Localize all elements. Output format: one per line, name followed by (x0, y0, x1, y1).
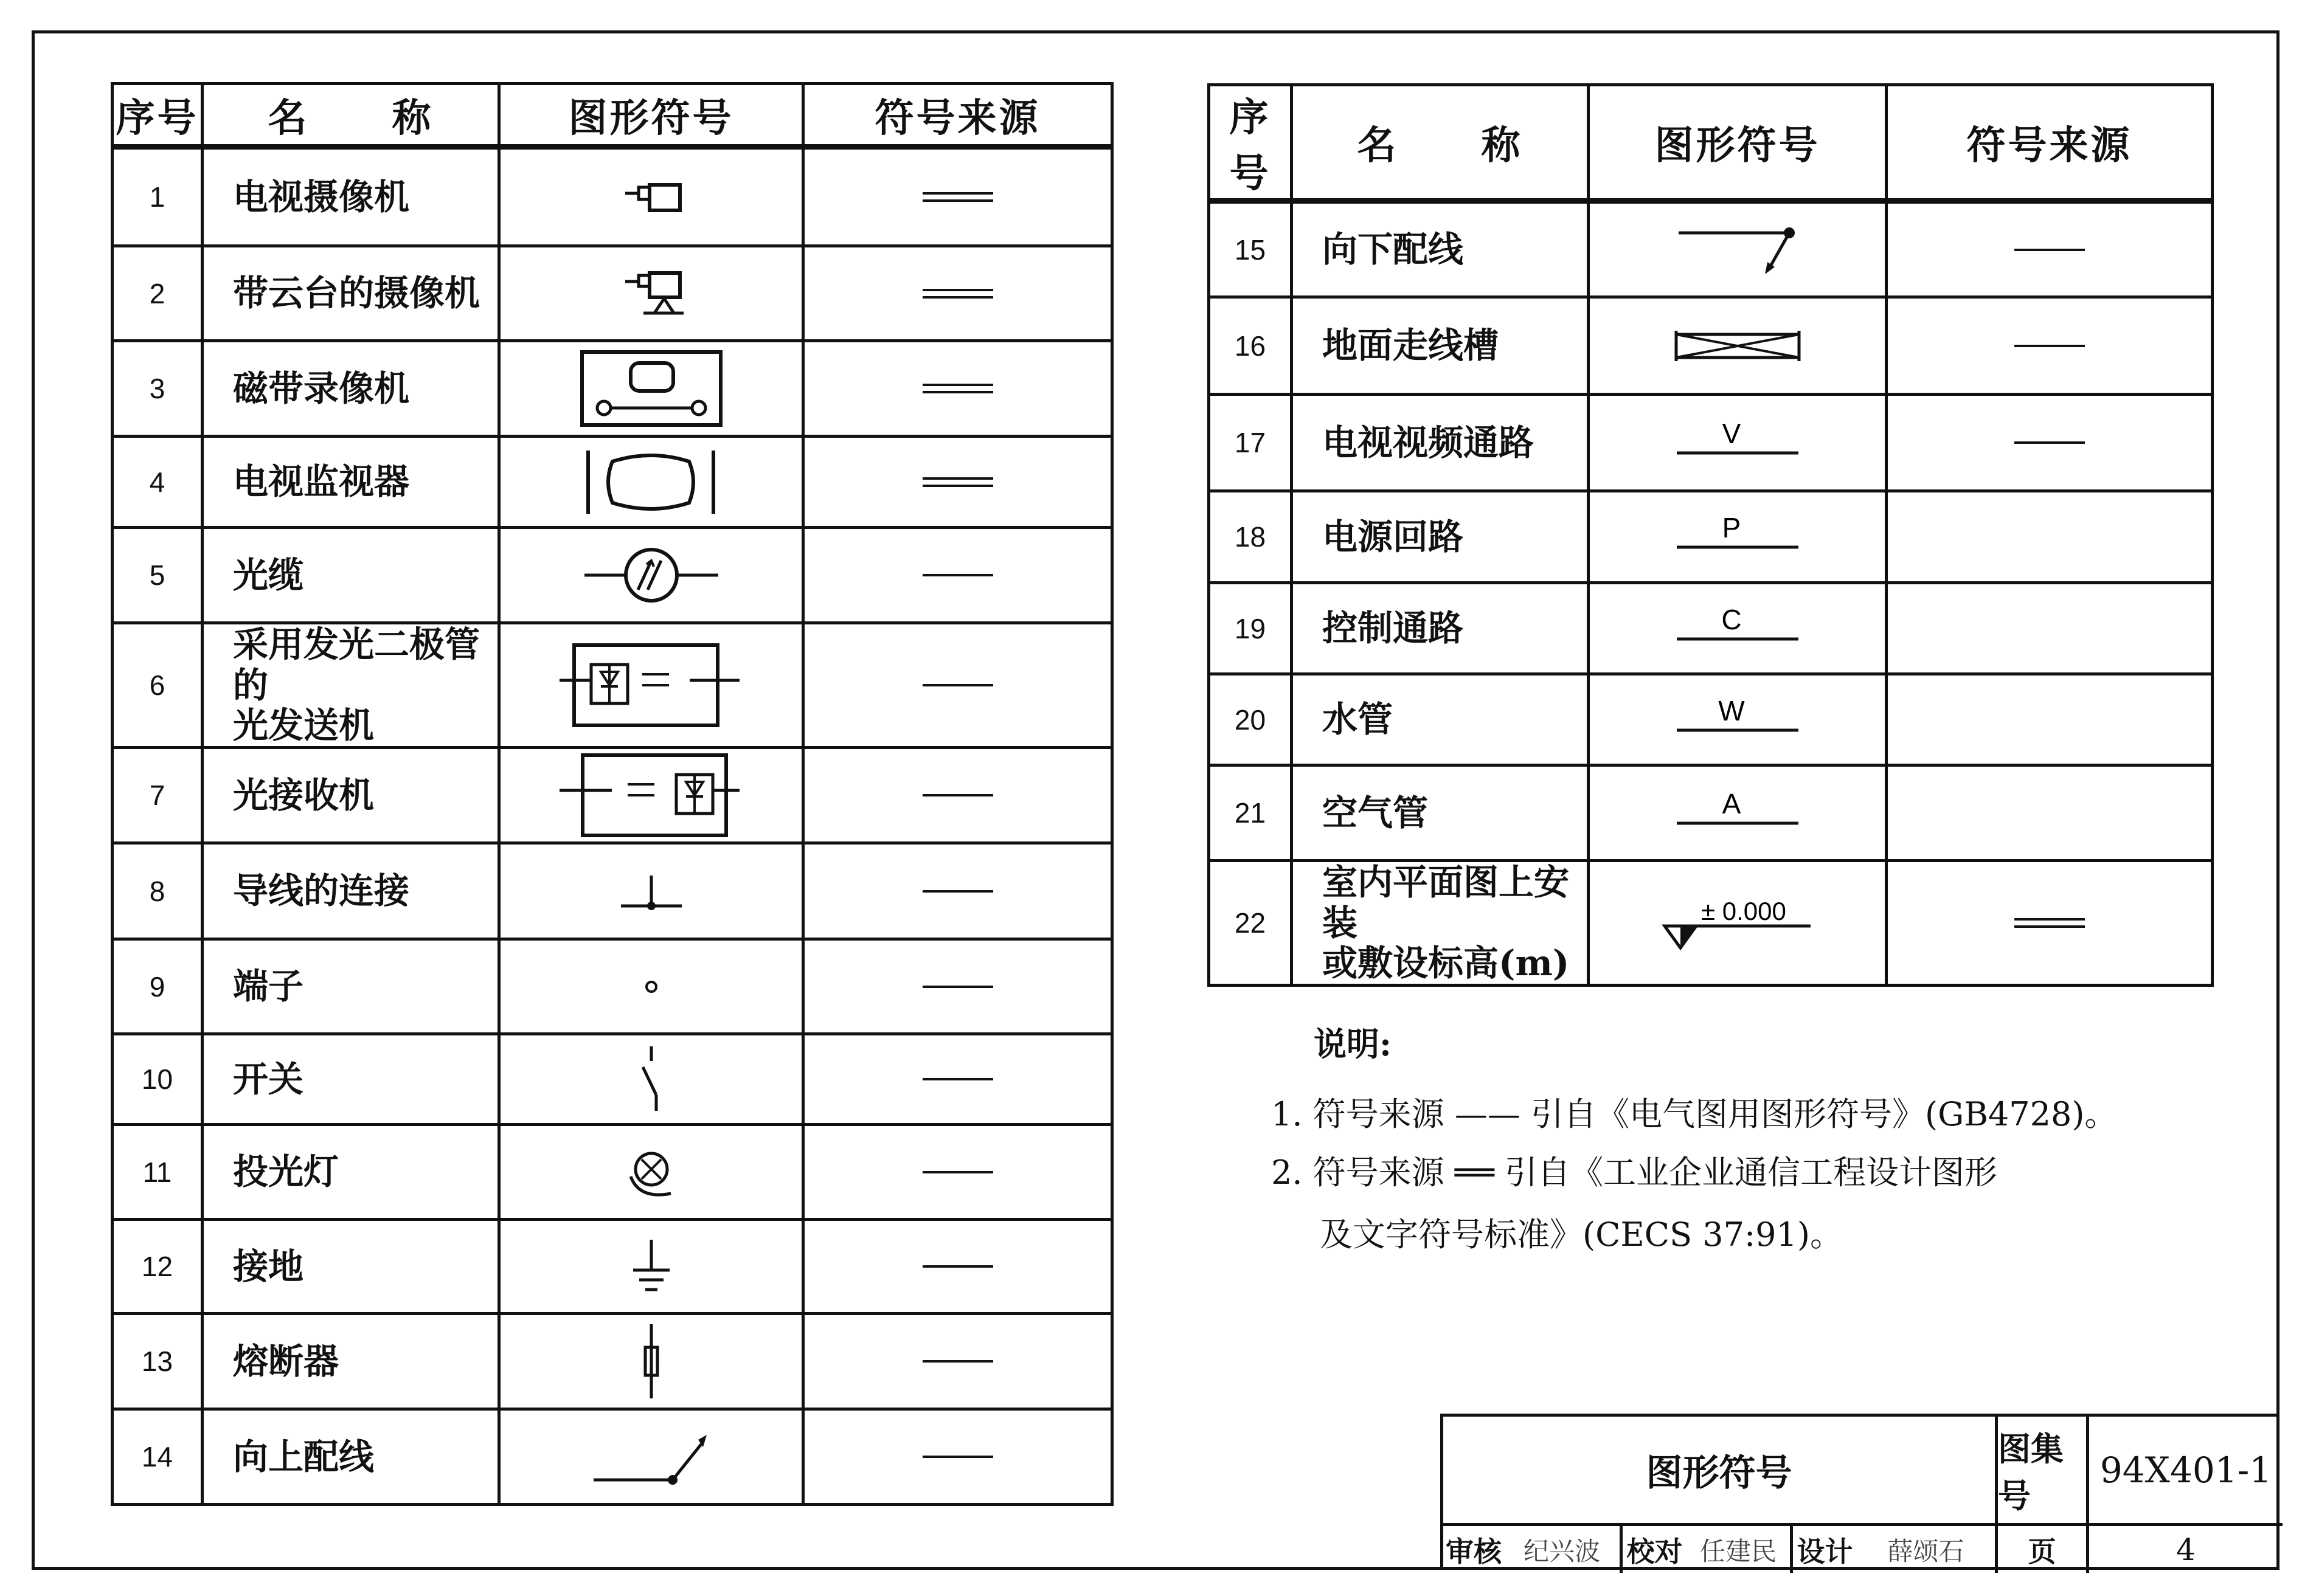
line-with-label (1590, 510, 1885, 564)
header-source: 符号来源 (803, 84, 1112, 147)
row-number: 21 (1209, 765, 1292, 861)
row-source (803, 528, 1112, 623)
wiring-down-icon (1590, 219, 1885, 280)
row-source (1887, 395, 2213, 491)
line-label-text: P (1722, 512, 1741, 544)
notes-title: 说明: (1314, 1024, 1392, 1063)
row-source (803, 1034, 1112, 1125)
source-single-line (805, 566, 1111, 584)
row-symbol (499, 748, 803, 843)
design-signature: 薛颂石 (1857, 1526, 1998, 1573)
wire-junction-icon (501, 867, 802, 916)
row-number: 3 (113, 341, 203, 437)
symbol-row (113, 939, 1112, 1034)
symbol-table-left (111, 82, 1114, 1506)
row-source (1887, 297, 2213, 395)
camera-icon (501, 173, 802, 221)
row-number: 7 (113, 748, 203, 843)
row-number: 10 (113, 1034, 203, 1125)
row-symbol (1589, 297, 1887, 395)
row-number: 15 (1209, 201, 1292, 297)
row-name: 地面走线槽 (1292, 297, 1589, 395)
atlas-number: 94X401-1 (2089, 1417, 2283, 1526)
row-source (803, 1220, 1112, 1314)
symbol-row (1209, 395, 2213, 491)
symbol-row (113, 1125, 1112, 1220)
row-number: 9 (113, 939, 203, 1034)
source-single-line (805, 1352, 1111, 1370)
symbol-table-right (1207, 83, 2214, 987)
row-name: 控制通路 (1292, 583, 1589, 674)
symbol-row (113, 246, 1112, 341)
row-name: 空气管 (1292, 765, 1589, 861)
source-single-line (805, 978, 1111, 996)
row-number: 13 (113, 1314, 203, 1409)
symbol-row (113, 437, 1112, 528)
header-row (1209, 85, 2213, 201)
row-number: 6 (113, 623, 203, 748)
row-name-line: 或敷设标高(m) (1322, 942, 1570, 984)
source-single-line (805, 1070, 1111, 1088)
header-row (113, 84, 1112, 147)
row-symbol (499, 341, 803, 437)
row-name (1292, 861, 1589, 986)
drawing-title: 图形符号 (1443, 1417, 1998, 1526)
row-source (803, 1314, 1112, 1409)
monitor-icon (501, 444, 802, 520)
row-symbol (1589, 583, 1887, 674)
header-name: 名 称 (1292, 85, 1589, 201)
row-number: 18 (1209, 491, 1292, 583)
fuse-icon (501, 1322, 802, 1401)
ground-icon (501, 1236, 802, 1297)
header-number: 序号 (113, 84, 203, 147)
row-source (803, 246, 1112, 341)
atlas-label: 图集号 (1998, 1417, 2089, 1526)
header-source: 符号来源 (1887, 85, 2213, 201)
terminal-icon (501, 969, 802, 1005)
wiring-up-icon (501, 1426, 802, 1487)
symbol-row (113, 748, 1112, 843)
note-line: 及文字符号标准》(CECS 37:91)。 (1320, 1215, 1843, 1254)
symbol-row (113, 623, 1112, 748)
row-name: 电视视频通路 (1292, 395, 1589, 491)
optical-cable-icon (501, 539, 802, 612)
row-symbol (499, 939, 803, 1034)
title-block (1440, 1414, 2279, 1570)
source-double-line (805, 473, 1111, 491)
note-line: 2. 符号来源 ══ 引自《工业企业通信工程设计图形 (1271, 1153, 1998, 1192)
symbol-row (1209, 861, 2213, 986)
check-label: 校对 (1620, 1526, 1687, 1573)
row-symbol (1589, 674, 1887, 765)
row-source (1887, 674, 2213, 765)
row-source (1887, 491, 2213, 583)
row-symbol (1589, 201, 1887, 297)
row-number: 17 (1209, 395, 1292, 491)
row-name: 带云台的摄像机 (203, 246, 499, 341)
symbol-row (113, 1034, 1112, 1125)
symbol-row (113, 843, 1112, 939)
symbol-row (1209, 583, 2213, 674)
row-name: 磁带录像机 (203, 341, 499, 437)
header-symbol: 图形符号 (499, 84, 803, 147)
row-number: 16 (1209, 297, 1292, 395)
row-symbol (499, 528, 803, 623)
row-symbol (499, 1314, 803, 1409)
row-name: 向上配线 (203, 1409, 499, 1505)
elevation-mark-icon (1590, 890, 1885, 956)
symbol-row (113, 1409, 1112, 1505)
led-transmitter-icon (501, 640, 802, 730)
row-name: 光缆 (203, 528, 499, 623)
source-double-line (805, 285, 1111, 303)
row-name: 电源回路 (1292, 491, 1589, 583)
row-symbol (499, 437, 803, 528)
symbol-row (1209, 674, 2213, 765)
row-symbol (499, 1409, 803, 1505)
vcr-icon (501, 348, 802, 429)
header-number: 序号 (1209, 85, 1292, 201)
check-signature: 任建民 (1699, 1536, 1777, 1566)
row-number: 12 (113, 1220, 203, 1314)
row-name: 接地 (203, 1220, 499, 1314)
row-number: 8 (113, 843, 203, 939)
symbol-row (113, 1314, 1112, 1409)
row-name: 水管 (1292, 674, 1589, 765)
row-symbol (1589, 861, 1887, 986)
floodlight-icon (501, 1139, 802, 1206)
row-source (803, 341, 1112, 437)
source-single-line (805, 676, 1111, 694)
source-double-line (1888, 914, 2211, 932)
symbol-row (1209, 765, 2213, 861)
source-single-line (1888, 434, 2211, 452)
row-source (803, 623, 1112, 748)
line-label-text: C (1721, 603, 1742, 635)
symbol-row (113, 1220, 1112, 1314)
row-name: 熔断器 (203, 1314, 499, 1409)
source-single-line (805, 1257, 1111, 1276)
row-number: 14 (113, 1409, 203, 1505)
row-name: 电视监视器 (203, 437, 499, 528)
row-symbol (499, 147, 803, 246)
row-number: 5 (113, 528, 203, 623)
camera-pan-tilt-icon (501, 269, 802, 318)
row-name: 导线的连接 (203, 843, 499, 939)
row-name: 向下配线 (1292, 201, 1589, 297)
header-symbol: 图形符号 (1589, 85, 1887, 201)
symbol-row (1209, 201, 2213, 297)
row-number: 19 (1209, 583, 1292, 674)
review-signature: 纪兴波 (1523, 1536, 1600, 1566)
floor-trunking-icon (1590, 325, 1885, 367)
symbol-row (113, 147, 1112, 246)
row-name: 开关 (203, 1034, 499, 1125)
row-number: 4 (113, 437, 203, 528)
source-single-line (805, 1448, 1111, 1466)
line-label-text: V (1722, 418, 1741, 449)
row-symbol (1589, 491, 1887, 583)
row-number: 2 (113, 246, 203, 341)
row-source (1887, 765, 2213, 861)
row-source (803, 147, 1112, 246)
symbol-row (113, 528, 1112, 623)
page-number: 4 (2176, 1532, 2196, 1567)
row-source (803, 843, 1112, 939)
line-with-label (1590, 601, 1885, 656)
row-name: 电视摄像机 (203, 147, 499, 246)
symbol-row (1209, 491, 2213, 583)
symbol-row (1209, 297, 2213, 395)
row-symbol (499, 1125, 803, 1220)
line-with-label (1590, 415, 1885, 470)
row-name: 光接收机 (203, 748, 499, 843)
row-source (803, 939, 1112, 1034)
row-name (203, 623, 499, 748)
row-symbol (1589, 765, 1887, 861)
row-source (803, 1409, 1112, 1505)
header-name: 名 称 (203, 84, 499, 147)
row-number: 20 (1209, 674, 1292, 765)
source-double-line (805, 379, 1111, 398)
design-label: 设计 (1790, 1526, 1857, 1573)
row-number: 1 (113, 147, 203, 246)
row-name-line: 采用发光二极管的 (233, 624, 480, 706)
row-source (803, 748, 1112, 843)
source-double-line (805, 188, 1111, 206)
row-source (803, 437, 1112, 528)
row-symbol (499, 1034, 803, 1125)
source-single-line (805, 786, 1111, 804)
symbol-row (113, 341, 1112, 437)
row-name-line: 室内平面图上安装 (1322, 862, 1570, 944)
row-symbol (1589, 395, 1887, 491)
row-number: 22 (1209, 861, 1292, 986)
source-single-line (805, 882, 1111, 900)
row-symbol (499, 843, 803, 939)
line-label-text: W (1718, 694, 1745, 727)
review-label: 审核 (1446, 1535, 1502, 1568)
note-line: 1. 符号来源 —— 引自《电气图用图形符号》(GB4728)。 (1271, 1095, 2118, 1133)
row-source (1887, 861, 2213, 986)
line-with-label (1590, 693, 1885, 747)
row-name-line: 光发送机 (233, 705, 375, 747)
source-single-line (1888, 241, 2211, 259)
row-source (803, 1125, 1112, 1220)
source-single-line (1888, 337, 2211, 355)
row-source (1887, 583, 2213, 674)
row-symbol (499, 246, 803, 341)
row-symbol (499, 1220, 803, 1314)
row-source (1887, 201, 2213, 297)
line-with-label (1590, 786, 1885, 840)
line-label-text: A (1722, 788, 1741, 820)
row-symbol (499, 623, 803, 748)
row-number: 11 (113, 1125, 203, 1220)
switch-icon (501, 1043, 802, 1116)
page-label: 页 (1998, 1526, 2089, 1573)
elevation-text: ± 0.000 (1700, 897, 1786, 926)
source-single-line (805, 1163, 1111, 1181)
optical-receiver-icon (501, 750, 802, 840)
row-name: 端子 (203, 939, 499, 1034)
row-name: 投光灯 (203, 1125, 499, 1220)
